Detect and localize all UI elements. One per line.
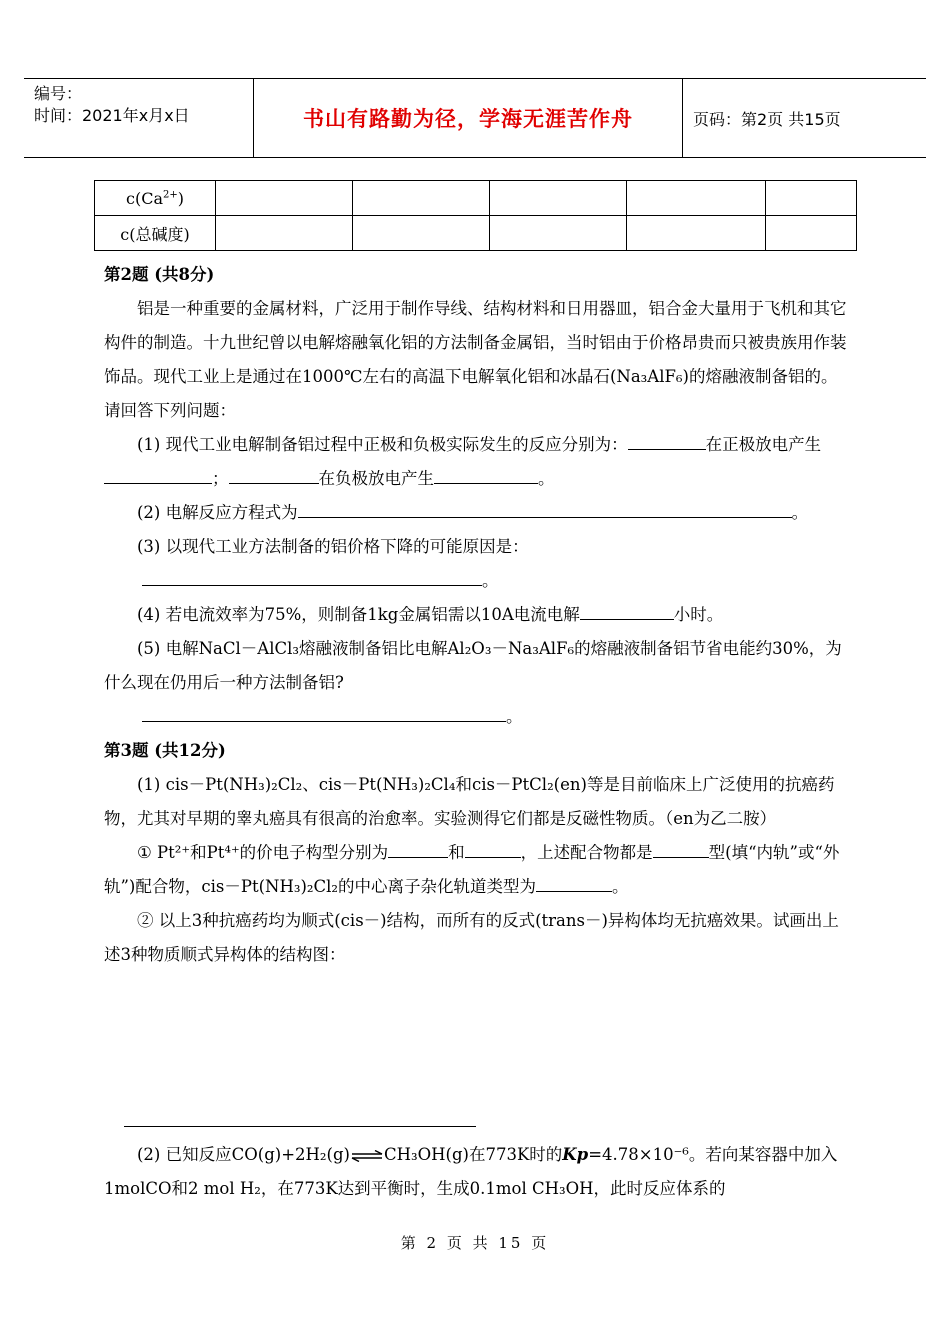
question-3-title: 第3题 (共12分) — [104, 741, 226, 760]
question-3-part-2-text: (2) 已知反应CO(g)+2H₂(g) CH₃OH(g)在773K时的Kp=4.78×10⁻⁶。若向某容器中加入1molCO和2 mol H₂，在773K达到平衡时，生成0.1mol CH₃OH，此时反应体系的 — [104, 1145, 838, 1198]
answer-blank[interactable] — [298, 499, 792, 518]
table-row-label: c(总碱度) — [95, 216, 216, 251]
header-motto: 书山有路勤为径，学海无涯苦作舟 — [254, 79, 683, 157]
answer-blank[interactable] — [628, 431, 706, 450]
header-meta — [24, 79, 254, 157]
document-time-label: 时间：2021年x月x日 — [34, 106, 190, 125]
table-cell — [353, 181, 490, 216]
table-cell — [627, 216, 766, 251]
question-2-part-5-answer: 。 — [104, 700, 850, 734]
table-cell — [766, 181, 857, 216]
header-page-label: 页码：第2页 共15页 — [693, 109, 841, 129]
question-2-part-5: (5) 电解NaCl－AlCl₃熔融液制备铝比电解Al₂O₃－Na₃AlF₆的熔融液制备铝节省电能约30%，为什么现在仍用后一种方法制备铝? — [104, 639, 842, 692]
answer-blank[interactable] — [388, 839, 448, 858]
table-cell — [490, 216, 627, 251]
answer-blank[interactable] — [142, 703, 506, 722]
question-2-part-3: (3) 以现代工业方法制备的铝价格下降的可能原因是： — [137, 537, 529, 556]
table-row — [95, 181, 857, 216]
question-3-part-2 — [104, 1138, 850, 1206]
answer-blank[interactable] — [536, 873, 612, 892]
kp-symbol: Kp — [562, 1145, 589, 1164]
question-2-part-4: (4) 若电流效率为75%，则制备1kg金属铝需以10A电流电解 小时。 — [104, 598, 850, 632]
answer-blank[interactable] — [580, 601, 674, 620]
question-2-part-2: (2) 电解反应方程式为 。 — [104, 496, 850, 530]
table-cell — [353, 216, 490, 251]
answer-blank[interactable] — [104, 465, 212, 484]
answer-blank[interactable] — [465, 839, 521, 858]
footnote-divider — [124, 1126, 476, 1127]
question-2-title: 第2题 (共8分) — [104, 265, 215, 284]
document-number-label: 编号： — [34, 84, 83, 103]
answer-blank[interactable] — [229, 465, 319, 484]
table-cell — [627, 181, 766, 216]
question-3-part-1-sub-1: ① Pt²⁺和Pt⁴⁺的价电子构型分别为 和 ，上述配合物都是 型(填“内轨”或“外轨”)配合物，cis－Pt(NH₃)₂Cl₂的中心离子杂化轨道类型为 。 — [104, 836, 850, 904]
table-cell — [766, 216, 857, 251]
table-row — [95, 216, 857, 251]
question-3-part-1-sub-2: ② 以上3种抗癌药均为顺式(cis－)结构，而所有的反式(trans－)异构体均无抗癌效果。试画出上述3种物质顺式异构体的结构图： — [104, 911, 839, 964]
question-3-part-1: (1) cis－Pt(NH₃)₂Cl₂、cis－Pt(NH₃)₂Cl₄和cis－PtCl₂(en)等是目前临床上广泛使用的抗癌药物，尤其对早期的睾丸癌具有很高的治愈率。实验测得它们都是反磁性物质。（en为乙二胺） — [104, 775, 835, 828]
table-cell — [490, 181, 627, 216]
equilibrium-arrow-icon — [350, 1150, 384, 1162]
data-table — [94, 180, 857, 251]
question-content — [104, 258, 850, 972]
table-row-label: $c(Ca^{2+})$ — [95, 181, 216, 216]
question-2-part-3-answer: 。 — [104, 564, 850, 598]
answer-blank[interactable] — [142, 567, 482, 586]
table-cell — [216, 181, 353, 216]
page-header — [24, 78, 926, 158]
table-cell — [216, 216, 353, 251]
answer-blank[interactable] — [434, 465, 538, 484]
question-2-part-1: (1) 现代工业电解制备铝过程中正极和负极实际发生的反应分别为： 在正极放电产生； 在负极放电产生 。 — [104, 428, 850, 496]
page-footer: 第 2 页 共 15 页 — [400, 1234, 550, 1252]
question-2-intro: 铝是一种重要的金属材料，广泛用于制作导线、结构材料和日用器皿，铝合金大量用于飞机和其它构件的制造。十九世纪曾以电解熔融氧化铝的方法制备金属铝，当时铝由于价格昂贵而只被贵族用作装饰品。现代工业上是通过在1000℃左右的高温下电解氧化铝和冰晶石(Na₃AlF₆)的熔融液制备铝的。请回答下列问题： — [104, 299, 847, 420]
answer-blank[interactable] — [653, 839, 709, 858]
